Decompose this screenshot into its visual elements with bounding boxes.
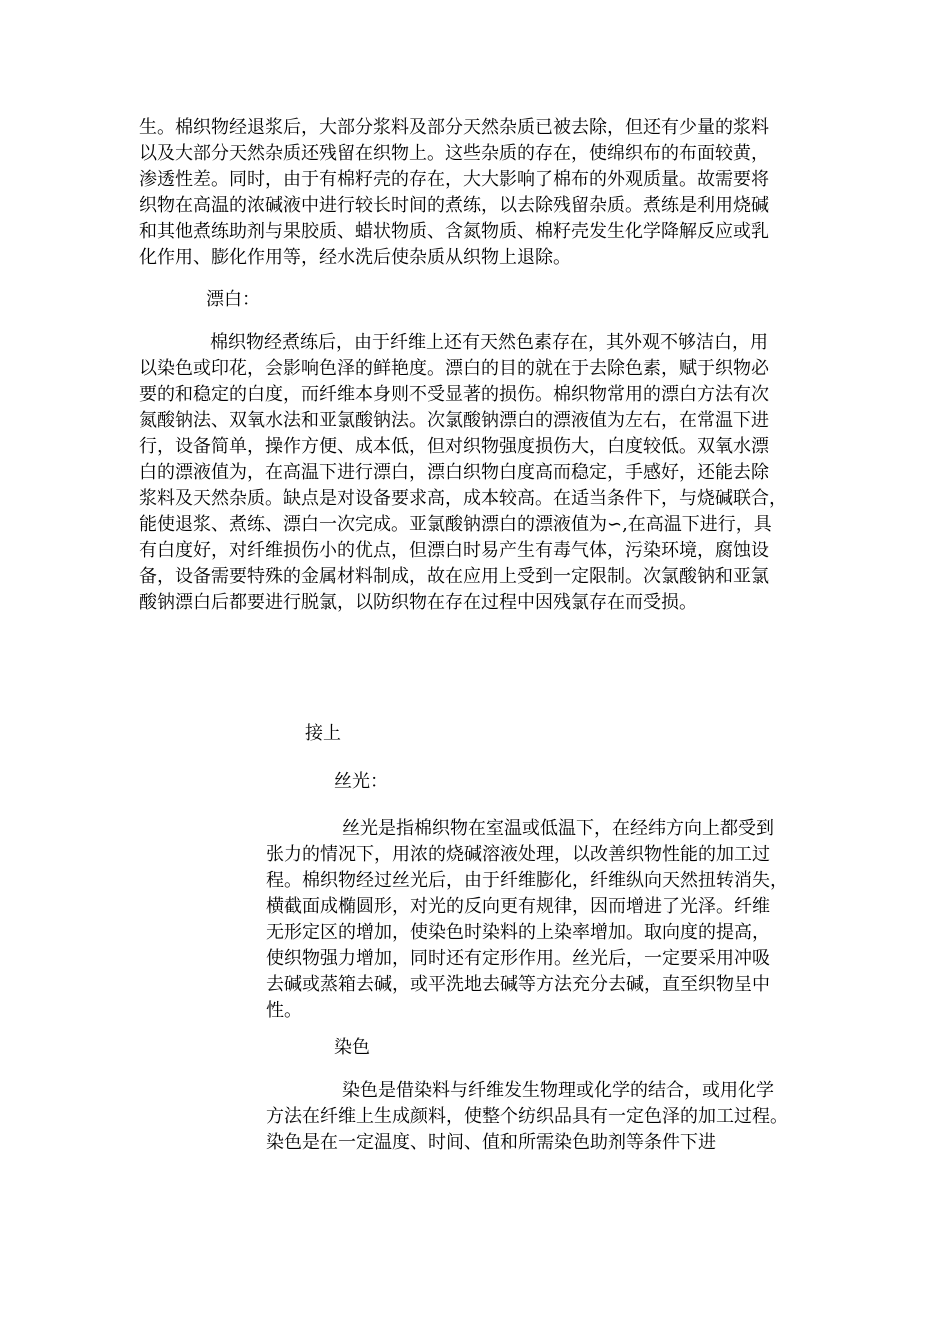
text-line: 能使退浆、煮练、漂白一次完成。亚氯酸钠漂白的漂液值为∽,在高温下进行，具	[139, 514, 772, 535]
text-line: 染色是在一定温度、时间、值和所需染色助剂等条件下进	[266, 1132, 716, 1153]
text-line: 去碱或蒸箱去碱，或平洗地去碱等方法充分去碱，直至织物呈中	[266, 974, 770, 995]
text-line: 张力的情况下，用浓的烧碱溶液处理，以改善织物性能的加工过	[266, 844, 770, 865]
text-line: 生。棉织物经退浆后，大部分浆料及部分天然杂质已被去除，但还有少量的浆料	[139, 117, 769, 138]
text-line: 棉织物经煮练后，由于纤维上还有天然色素存在，其外观不够洁白，用	[210, 332, 768, 353]
text-line: 酸钠漂白后都要进行脱氯，以防织物在存在过程中因残氯存在而受损。	[139, 592, 697, 613]
text-line: 备，设备需要特殊的金属材料制成，故在应用上受到一定限制。次氯酸钠和亚氯	[139, 566, 769, 587]
heading-mercerizing: 丝光：	[334, 771, 388, 792]
text-line: 性。	[266, 1000, 302, 1021]
text-line: 和其他煮练助剂与果胶质、蜡状物质、含氮物质、棉籽壳发生化学降解反应或乳	[139, 221, 769, 242]
text-line: 渗透性差。同时，由于有棉籽壳的存在，大大影响了棉布的外观质量。故需要将	[139, 169, 769, 190]
text-line: 横截面成椭圆形，对光的反向更有规律，因而增进了光泽。纤维	[266, 896, 770, 917]
text-line: 行，设备简单，操作方便、成本低，但对织物强度损伤大，白度较低。双氧水漂	[139, 436, 769, 457]
text-line: 使织物强力增加，同时还有定形作用。丝光后，一定要采用冲吸	[266, 948, 770, 969]
text-line: 要的和稳定的白度，而纤维本身则不受显著的损伤。棉织物常用的漂白方法有次	[139, 384, 769, 405]
text-line: 化作用、膨化作用等，经水洗后使杂质从织物上退除。	[139, 247, 571, 268]
text-line: 以染色或印花，会影响色泽的鲜艳度。漂白的目的就在于去除色素，赋于织物必	[139, 358, 769, 379]
heading-dyeing: 染色	[334, 1037, 370, 1058]
text-line: 无形定区的增加，使染色时染料的上染率增加。取向度的提高，	[266, 922, 770, 943]
text-line: 方法在纤维上生成颜料，使整个纺织品具有一定色泽的加工过程。	[266, 1106, 788, 1127]
text-line: 丝光是指棉织物在室温或低温下，在经纬方向上都受到	[342, 818, 774, 839]
text-line: 以及大部分天然杂质还残留在织物上。这些杂质的存在，使绵织布的布面较黄，	[139, 143, 769, 164]
text-line: 染色是借染料与纤维发生物理或化学的结合，或用化学	[342, 1080, 774, 1101]
heading-bleaching: 漂白：	[206, 289, 260, 310]
text-line: 浆料及天然杂质。缺点是对设备要求高，成本较高。在适当条件下，与烧碱联合，	[139, 488, 787, 509]
text-line: 白的漂液值为，在高温下进行漂白，漂白织物白度高而稳定，手感好，还能去除	[139, 462, 769, 483]
text-line: 氮酸钠法、双氧水法和亚氯酸钠法。次氯酸钠漂白的漂液值为左右，在常温下进	[139, 410, 769, 431]
continued-label: 接上	[305, 723, 341, 744]
text-line: 织物在高温的浓碱液中进行较长时间的煮练，以去除残留杂质。煮练是利用烧碱	[139, 195, 769, 216]
text-line: 程。棉织物经过丝光后，由于纤维膨化，纤维纵向天然扭转消失，	[266, 870, 788, 891]
text-line: 有白度好，对纤维损伤小的优点，但漂白时易产生有毒气体，污染环境，腐蚀设	[139, 540, 769, 561]
